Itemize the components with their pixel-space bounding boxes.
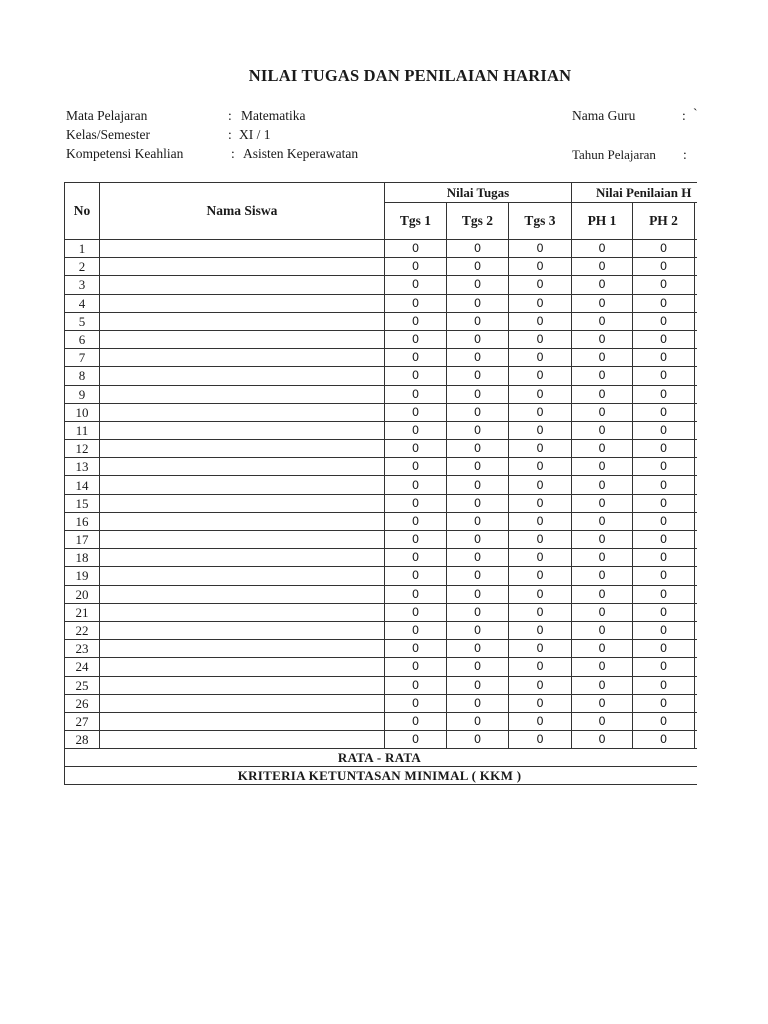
table-row bbox=[65, 512, 698, 530]
table-row bbox=[65, 349, 698, 367]
student-name-cell bbox=[100, 330, 385, 348]
score-cell: 0 bbox=[385, 694, 447, 712]
score-cell: 0 bbox=[572, 440, 633, 458]
row-number: 3 bbox=[65, 276, 100, 294]
score-cell: 0 bbox=[447, 458, 509, 476]
score-cell: 0 bbox=[509, 458, 572, 476]
score-cell: 0 bbox=[572, 312, 633, 330]
rata-rata-row bbox=[65, 749, 698, 767]
score-cell: 0 bbox=[572, 694, 633, 712]
score-cell: 0 bbox=[509, 294, 572, 312]
score-cell: 0 bbox=[509, 731, 572, 749]
score-cell: 0 bbox=[633, 658, 695, 676]
score-cell: 0 bbox=[633, 440, 695, 458]
score-cell: 0 bbox=[633, 349, 695, 367]
student-name-cell bbox=[100, 585, 385, 603]
score-cell: 0 bbox=[572, 603, 633, 621]
score-cell: 0 bbox=[633, 458, 695, 476]
score-cell: 0 bbox=[385, 549, 447, 567]
clipped-cell bbox=[695, 330, 698, 348]
row-number: 28 bbox=[65, 731, 100, 749]
student-name-cell bbox=[100, 603, 385, 621]
score-cell: 0 bbox=[447, 330, 509, 348]
clipped-cell bbox=[695, 531, 698, 549]
table-row bbox=[65, 385, 698, 403]
score-cell: 0 bbox=[447, 640, 509, 658]
mapel-value: Matematika bbox=[241, 108, 306, 123]
clipped-cell bbox=[695, 694, 698, 712]
row-number: 9 bbox=[65, 385, 100, 403]
score-cell: 0 bbox=[509, 603, 572, 621]
table-row bbox=[65, 403, 698, 421]
student-name-cell bbox=[100, 658, 385, 676]
tgs3-header: Tgs 3 bbox=[509, 203, 572, 240]
score-cell: 0 bbox=[509, 421, 572, 439]
score-cell: 0 bbox=[385, 276, 447, 294]
score-cell: 0 bbox=[385, 512, 447, 530]
kompetensi-label: Kompetensi Keahlian bbox=[66, 146, 184, 161]
table-row bbox=[65, 294, 698, 312]
score-cell: 0 bbox=[633, 640, 695, 658]
ph1-header: PH 1 bbox=[572, 203, 633, 240]
row-number: 16 bbox=[65, 512, 100, 530]
score-cell: 0 bbox=[572, 476, 633, 494]
ph3-header bbox=[695, 203, 698, 240]
clipped-cell bbox=[695, 240, 698, 258]
score-cell: 0 bbox=[572, 349, 633, 367]
student-name-cell bbox=[100, 531, 385, 549]
student-name-cell bbox=[100, 258, 385, 276]
score-cell: 0 bbox=[572, 258, 633, 276]
student-name-cell bbox=[100, 276, 385, 294]
row-number: 19 bbox=[65, 567, 100, 585]
score-cell: 0 bbox=[633, 549, 695, 567]
score-cell: 0 bbox=[509, 621, 572, 639]
score-cell: 0 bbox=[633, 531, 695, 549]
page-title: NILAI TUGAS DAN PENILAIAN HARIAN bbox=[248, 66, 572, 85]
row-number: 7 bbox=[65, 349, 100, 367]
kelas-value: XI / 1 bbox=[239, 127, 271, 142]
score-cell: 0 bbox=[509, 276, 572, 294]
student-name-cell bbox=[100, 403, 385, 421]
score-cell: 0 bbox=[509, 476, 572, 494]
student-name-cell bbox=[100, 567, 385, 585]
student-name-cell bbox=[100, 458, 385, 476]
clipped-cell bbox=[695, 294, 698, 312]
student-name-cell bbox=[100, 476, 385, 494]
score-cell: 0 bbox=[447, 349, 509, 367]
table-row bbox=[65, 367, 698, 385]
student-name-cell bbox=[100, 676, 385, 694]
score-cell: 0 bbox=[633, 421, 695, 439]
score-cell: 0 bbox=[447, 621, 509, 639]
score-cell: 0 bbox=[385, 494, 447, 512]
score-cell: 0 bbox=[633, 276, 695, 294]
score-cell: 0 bbox=[447, 240, 509, 258]
score-cell: 0 bbox=[385, 294, 447, 312]
row-number: 20 bbox=[65, 585, 100, 603]
student-name-cell bbox=[100, 694, 385, 712]
row-number: 1 bbox=[65, 240, 100, 258]
score-cell: 0 bbox=[633, 312, 695, 330]
clipped-cell bbox=[695, 640, 698, 658]
table-row bbox=[65, 585, 698, 603]
row-number: 25 bbox=[65, 676, 100, 694]
kkm-label: KRITERIA KETUNTASAN MINIMAL ( KKM ) bbox=[237, 767, 522, 783]
tahun-label: Tahun Pelajaran bbox=[572, 147, 656, 162]
score-cell: 0 bbox=[633, 258, 695, 276]
score-cell: 0 bbox=[447, 712, 509, 730]
table-row bbox=[65, 621, 698, 639]
row-number: 15 bbox=[65, 494, 100, 512]
table-row bbox=[65, 567, 698, 585]
row-number: 4 bbox=[65, 294, 100, 312]
kelas-label: Kelas/Semester bbox=[66, 127, 150, 142]
row-number: 5 bbox=[65, 312, 100, 330]
score-cell: 0 bbox=[385, 531, 447, 549]
score-cell: 0 bbox=[447, 531, 509, 549]
score-cell: 0 bbox=[633, 367, 695, 385]
rata-rata-label: RATA - RATA bbox=[337, 749, 422, 765]
clipped-cell bbox=[695, 367, 698, 385]
student-name-cell bbox=[100, 512, 385, 530]
table-row bbox=[65, 312, 698, 330]
table-row bbox=[65, 476, 698, 494]
score-cell: 0 bbox=[633, 240, 695, 258]
table-row bbox=[65, 421, 698, 439]
clipped-cell bbox=[695, 312, 698, 330]
table-row bbox=[65, 458, 698, 476]
student-name-cell bbox=[100, 621, 385, 639]
score-cell: 0 bbox=[447, 694, 509, 712]
table-row bbox=[65, 494, 698, 512]
table-row bbox=[65, 640, 698, 658]
score-cell: 0 bbox=[385, 258, 447, 276]
score-cell: 0 bbox=[447, 585, 509, 603]
row-number: 8 bbox=[65, 367, 100, 385]
score-cell: 0 bbox=[385, 476, 447, 494]
clipped-cell bbox=[695, 276, 698, 294]
table-row bbox=[65, 658, 698, 676]
score-cell: 0 bbox=[572, 403, 633, 421]
score-cell: 0 bbox=[447, 294, 509, 312]
table-row bbox=[65, 603, 698, 621]
row-number: 24 bbox=[65, 658, 100, 676]
score-cell: 0 bbox=[385, 567, 447, 585]
row-number: 14 bbox=[65, 476, 100, 494]
student-name-cell bbox=[100, 440, 385, 458]
guru-label: Nama Guru bbox=[572, 108, 636, 123]
score-cell: 0 bbox=[509, 349, 572, 367]
score-cell: 0 bbox=[572, 731, 633, 749]
student-name-cell bbox=[100, 421, 385, 439]
student-name-cell bbox=[100, 640, 385, 658]
score-cell: 0 bbox=[509, 330, 572, 348]
score-cell: 0 bbox=[447, 549, 509, 567]
clipped-cell bbox=[695, 440, 698, 458]
guru-value: ` bbox=[693, 106, 698, 121]
score-cell: 0 bbox=[447, 476, 509, 494]
table-row bbox=[65, 531, 698, 549]
tahun-separator: : bbox=[683, 147, 687, 162]
score-cell: 0 bbox=[447, 512, 509, 530]
score-cell: 0 bbox=[509, 640, 572, 658]
score-cell: 0 bbox=[572, 567, 633, 585]
row-number: 21 bbox=[65, 603, 100, 621]
nilai-tugas-header: Nilai Tugas bbox=[385, 183, 572, 203]
score-cell: 0 bbox=[509, 494, 572, 512]
score-cell: 0 bbox=[509, 512, 572, 530]
score-cell: 0 bbox=[509, 585, 572, 603]
score-cell: 0 bbox=[509, 240, 572, 258]
score-cell: 0 bbox=[633, 494, 695, 512]
student-name-cell bbox=[100, 367, 385, 385]
score-cell: 0 bbox=[447, 276, 509, 294]
score-cell: 0 bbox=[385, 658, 447, 676]
score-cell: 0 bbox=[572, 658, 633, 676]
score-cell: 0 bbox=[572, 512, 633, 530]
score-cell: 0 bbox=[447, 676, 509, 694]
score-cell: 0 bbox=[447, 567, 509, 585]
score-cell: 0 bbox=[572, 276, 633, 294]
clipped-cell bbox=[695, 349, 698, 367]
score-cell: 0 bbox=[447, 385, 509, 403]
score-cell: 0 bbox=[385, 712, 447, 730]
row-number: 26 bbox=[65, 694, 100, 712]
score-cell: 0 bbox=[572, 385, 633, 403]
tgs1-header: Tgs 1 bbox=[385, 203, 447, 240]
clipped-cell bbox=[695, 658, 698, 676]
student-name-cell bbox=[100, 731, 385, 749]
row-number: 12 bbox=[65, 440, 100, 458]
table-row bbox=[65, 258, 698, 276]
score-cell: 0 bbox=[385, 349, 447, 367]
table-row bbox=[65, 440, 698, 458]
table-row bbox=[65, 276, 698, 294]
clipped-cell bbox=[695, 476, 698, 494]
row-number: 22 bbox=[65, 621, 100, 639]
clipped-cell bbox=[695, 621, 698, 639]
kompetensi-separator: : bbox=[231, 146, 235, 161]
table-row bbox=[65, 330, 698, 348]
score-cell: 0 bbox=[447, 658, 509, 676]
score-cell: 0 bbox=[572, 712, 633, 730]
no-header: No bbox=[65, 183, 100, 240]
score-cell: 0 bbox=[509, 531, 572, 549]
clipped-cell bbox=[695, 421, 698, 439]
score-cell: 0 bbox=[572, 676, 633, 694]
score-cell: 0 bbox=[509, 712, 572, 730]
score-cell: 0 bbox=[633, 585, 695, 603]
clipped-cell bbox=[695, 512, 698, 530]
score-cell: 0 bbox=[509, 567, 572, 585]
score-cell: 0 bbox=[385, 621, 447, 639]
score-cell: 0 bbox=[633, 621, 695, 639]
score-cell: 0 bbox=[509, 403, 572, 421]
student-name-cell bbox=[100, 294, 385, 312]
score-cell: 0 bbox=[509, 694, 572, 712]
table-row bbox=[65, 712, 698, 730]
table-row bbox=[65, 694, 698, 712]
score-cell: 0 bbox=[572, 367, 633, 385]
clipped-cell bbox=[695, 567, 698, 585]
ph2-header: PH 2 bbox=[633, 203, 695, 240]
score-cell: 0 bbox=[447, 603, 509, 621]
clipped-cell bbox=[695, 258, 698, 276]
tgs2-header: Tgs 2 bbox=[447, 203, 509, 240]
clipped-cell bbox=[695, 676, 698, 694]
row-number: 10 bbox=[65, 403, 100, 421]
clipped-cell bbox=[695, 585, 698, 603]
score-cell: 0 bbox=[633, 330, 695, 348]
student-name-cell bbox=[100, 240, 385, 258]
score-cell: 0 bbox=[385, 240, 447, 258]
row-number: 23 bbox=[65, 640, 100, 658]
score-cell: 0 bbox=[633, 603, 695, 621]
clipped-cell bbox=[695, 458, 698, 476]
score-cell: 0 bbox=[385, 330, 447, 348]
score-cell: 0 bbox=[385, 640, 447, 658]
score-cell: 0 bbox=[509, 676, 572, 694]
table-row bbox=[65, 676, 698, 694]
score-cell: 0 bbox=[509, 385, 572, 403]
student-name-cell bbox=[100, 385, 385, 403]
score-cell: 0 bbox=[385, 385, 447, 403]
student-name-cell bbox=[100, 349, 385, 367]
score-cell: 0 bbox=[509, 367, 572, 385]
score-cell: 0 bbox=[447, 367, 509, 385]
kompetensi-value: Asisten Keperawatan bbox=[243, 146, 359, 161]
score-cell: 0 bbox=[633, 476, 695, 494]
clipped-cell bbox=[695, 403, 698, 421]
score-cell: 0 bbox=[633, 712, 695, 730]
clipped-cell bbox=[695, 712, 698, 730]
score-cell: 0 bbox=[572, 294, 633, 312]
score-cell: 0 bbox=[385, 676, 447, 694]
student-name-cell bbox=[100, 549, 385, 567]
clipped-cell bbox=[695, 494, 698, 512]
nilai-penilaian-harian-header: Nilai Penilaian H bbox=[572, 183, 698, 203]
score-cell: 0 bbox=[385, 585, 447, 603]
score-cell: 0 bbox=[385, 421, 447, 439]
kkm-row bbox=[65, 767, 698, 785]
score-cell: 0 bbox=[633, 512, 695, 530]
row-number: 6 bbox=[65, 330, 100, 348]
score-cell: 0 bbox=[447, 312, 509, 330]
score-cell: 0 bbox=[572, 549, 633, 567]
score-cell: 0 bbox=[385, 603, 447, 621]
student-name-cell bbox=[100, 312, 385, 330]
score-cell: 0 bbox=[572, 531, 633, 549]
score-cell: 0 bbox=[633, 385, 695, 403]
guru-separator: : bbox=[682, 108, 686, 123]
score-cell: 0 bbox=[509, 549, 572, 567]
mapel-separator: : bbox=[228, 108, 232, 123]
score-cell: 0 bbox=[633, 567, 695, 585]
score-cell: 0 bbox=[447, 258, 509, 276]
score-cell: 0 bbox=[572, 330, 633, 348]
score-cell: 0 bbox=[447, 731, 509, 749]
clipped-cell bbox=[695, 385, 698, 403]
clipped-cell bbox=[695, 731, 698, 749]
score-cell: 0 bbox=[633, 294, 695, 312]
table-row bbox=[65, 240, 698, 258]
student-name-cell bbox=[100, 712, 385, 730]
score-cell: 0 bbox=[509, 258, 572, 276]
row-number: 11 bbox=[65, 421, 100, 439]
score-cell: 0 bbox=[509, 440, 572, 458]
clipped-cell bbox=[695, 549, 698, 567]
score-cell: 0 bbox=[385, 458, 447, 476]
row-number: 2 bbox=[65, 258, 100, 276]
score-cell: 0 bbox=[385, 367, 447, 385]
table-row bbox=[65, 549, 698, 567]
score-cell: 0 bbox=[447, 403, 509, 421]
score-cell: 0 bbox=[447, 440, 509, 458]
score-cell: 0 bbox=[572, 494, 633, 512]
nama-siswa-header: Nama Siswa bbox=[100, 183, 385, 240]
score-cell: 0 bbox=[447, 494, 509, 512]
row-number: 18 bbox=[65, 549, 100, 567]
score-cell: 0 bbox=[633, 403, 695, 421]
grade-table bbox=[64, 182, 697, 785]
mapel-label: Mata Pelajaran bbox=[66, 108, 148, 123]
row-number: 27 bbox=[65, 712, 100, 730]
row-number: 13 bbox=[65, 458, 100, 476]
score-cell: 0 bbox=[572, 458, 633, 476]
table-row bbox=[65, 731, 698, 749]
score-cell: 0 bbox=[572, 240, 633, 258]
score-cell: 0 bbox=[385, 440, 447, 458]
score-cell: 0 bbox=[509, 658, 572, 676]
score-cell: 0 bbox=[385, 403, 447, 421]
row-number: 17 bbox=[65, 531, 100, 549]
score-cell: 0 bbox=[385, 312, 447, 330]
kelas-separator: : bbox=[228, 127, 232, 142]
score-cell: 0 bbox=[572, 621, 633, 639]
grade-table-viewport bbox=[64, 182, 697, 792]
score-cell: 0 bbox=[572, 640, 633, 658]
student-name-cell bbox=[100, 494, 385, 512]
clipped-cell bbox=[695, 603, 698, 621]
score-cell: 0 bbox=[385, 731, 447, 749]
score-cell: 0 bbox=[633, 694, 695, 712]
score-cell: 0 bbox=[447, 421, 509, 439]
score-cell: 0 bbox=[509, 312, 572, 330]
score-cell: 0 bbox=[572, 585, 633, 603]
score-cell: 0 bbox=[633, 731, 695, 749]
score-cell: 0 bbox=[633, 676, 695, 694]
score-cell: 0 bbox=[572, 421, 633, 439]
